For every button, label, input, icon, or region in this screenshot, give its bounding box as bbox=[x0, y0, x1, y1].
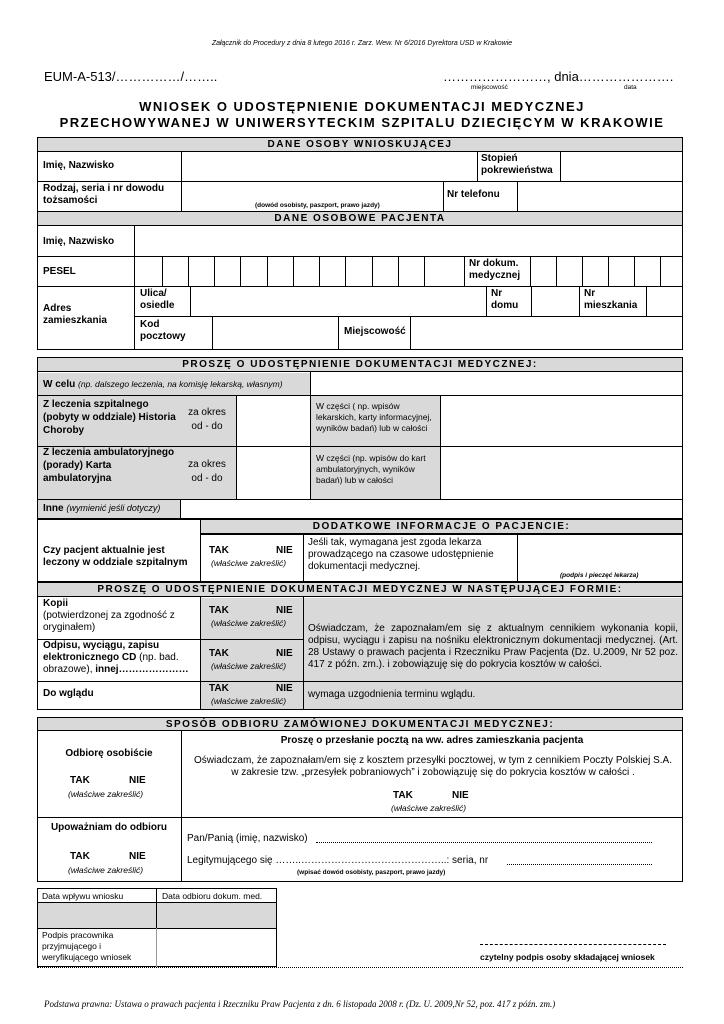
fee-statement: Oświadczam, że zapoznałam/em się z aktualnym cennikiem wykonania kopii, odpisu, wyciągu i zapisu na nośniku elektronicznym dokumentacji medycznej. (Art. 28 Ustawy o prawach pacjenta i Rzeczniku Praw Pacjenta (Dz. U.2009, Nr 52 poz. 417 z późn. zm.). i zobowiązuję się do pokrycia kosztów w całości. bbox=[308, 623, 678, 670]
self-pickup-hint: (właściwe zakreślić) bbox=[68, 789, 144, 799]
flat-number-input[interactable] bbox=[648, 288, 681, 314]
copies-hint: (właściwe zakreślić) bbox=[211, 618, 287, 628]
authorized-person-input[interactable] bbox=[316, 842, 652, 843]
street-label: Ulica/ osiedle bbox=[140, 288, 175, 311]
other-hint: (wymienić jeśli dotyczy) bbox=[66, 503, 161, 513]
applicant-signature-caption: czytelny podpis osoby składającej wniosek bbox=[480, 952, 655, 962]
extract-hint: (właściwe zakreślić) bbox=[211, 661, 287, 671]
hospitalized-hint: (właściwe zakreślić) bbox=[211, 558, 287, 568]
copies-subtitle: (potwierdzonej za zgodność z oryginałem) bbox=[43, 610, 175, 633]
outpatient-treatment-label: Z leczenia ambulatoryjnego (porady) Karta ambulatoryjna bbox=[43, 447, 175, 484]
authorized-id-label: Legitymującego się ……..……………………………………..: seria, nr bbox=[187, 855, 489, 866]
purpose-label-wrap bbox=[43, 379, 283, 390]
outpatient-part-input[interactable] bbox=[442, 448, 681, 497]
phone-label: Nr telefonu bbox=[447, 189, 500, 200]
self-pickup-yes[interactable]: TAK bbox=[70, 775, 90, 786]
applicant-name-label: Imię, Nazwisko bbox=[43, 160, 115, 171]
house-number-label: Nr domu bbox=[491, 288, 519, 311]
date-caption: data bbox=[624, 84, 637, 91]
view-no[interactable]: NIE bbox=[276, 683, 293, 694]
place-caption: miejscowość bbox=[471, 84, 508, 91]
patient-name-label: Imię, Nazwisko bbox=[43, 236, 115, 247]
address-label: Adres zamieszkania bbox=[43, 303, 107, 326]
request-header: PROSZĘ O UDOSTĘPNIENIE DOKUMENTACJI MEDYCZNEJ: bbox=[37, 357, 683, 372]
legal-basis: Podstawa prawna: Ustawa o prawach pacjenta i Rzeczniku Praw Pacjenta z dn. 6 listopada 2008 r. (Dz. U. 2009,Nr 52, poz. 417 z późn. zm.) bbox=[44, 999, 556, 1009]
received-date-input[interactable] bbox=[39, 904, 155, 927]
kinship-input[interactable] bbox=[562, 154, 681, 179]
additional-header: DODATKOWE INFORMACJE O PACJENCIE: bbox=[200, 519, 683, 534]
hospital-part-input[interactable] bbox=[442, 397, 681, 444]
extract-yes[interactable]: TAK bbox=[209, 648, 229, 659]
city-input[interactable] bbox=[412, 318, 681, 348]
view-hint: (właściwe zakreślić) bbox=[211, 696, 287, 706]
copies-label-wrap bbox=[43, 598, 198, 634]
self-pickup-no[interactable]: NIE bbox=[129, 775, 146, 786]
authorization-no[interactable]: NIE bbox=[129, 851, 146, 862]
purpose-input[interactable] bbox=[312, 374, 681, 394]
other-input[interactable] bbox=[182, 501, 681, 517]
applicant-name-input[interactable] bbox=[183, 154, 475, 179]
hospital-treatment-label: Z leczenia szpitalnego (pobyty w oddziale) Historia Choroby bbox=[43, 399, 176, 436]
applicant-id-hint: (dowód osobisty, paszport, prawo jazdy) bbox=[255, 202, 380, 209]
flat-number-label: Nr mieszkania bbox=[584, 288, 638, 311]
kinship-label: Stopień pokrewieństwa bbox=[481, 153, 553, 176]
pickup-date-input[interactable] bbox=[158, 904, 275, 927]
staff-signature-label: Podpis pracownika przyjmującego i weryfikującego wniosek bbox=[42, 930, 132, 962]
purpose-hint: (np. dalszego leczenia, na komisję lekarską, własnym) bbox=[78, 379, 283, 389]
authorized-id-input[interactable] bbox=[507, 864, 652, 865]
patient-header: DANE OSOBOWE PACJENTA bbox=[37, 211, 683, 226]
city-label: Miejscowość bbox=[344, 326, 406, 337]
authorization-label: Upoważniam do odbioru bbox=[50, 822, 168, 833]
other-label: Inne bbox=[43, 503, 64, 514]
self-pickup-label: Odbiorę osobiście bbox=[65, 748, 153, 759]
top-note: Załącznik do Procedury z dnia 8 lutego 2016 r. Zarz. Wew. Nr 6/2016 Dyrektora USD w Krakowie bbox=[211, 40, 513, 47]
hospital-period-label: za okres od - do bbox=[188, 407, 226, 432]
applicant-signature-line[interactable] bbox=[480, 944, 666, 945]
outpatient-period-input[interactable] bbox=[238, 448, 308, 497]
pickup-header: SPOSÓB ODBIORU ZAMÓWIONEJ DOKUMENTACJI MEDYCZNEJ: bbox=[37, 717, 683, 731]
house-number-input[interactable] bbox=[533, 288, 577, 314]
hospitalized-yes[interactable]: TAK bbox=[209, 545, 229, 556]
view-note: wymaga uzgodnienia terminu wglądu. bbox=[308, 689, 476, 700]
form-header: PROSZĘ O UDOSTĘPNIENIE DOKUMENTACJI MEDYCZNEJ W NASTĘPUJĄCEJ FORMIE: bbox=[37, 582, 683, 597]
mail-yes[interactable]: TAK bbox=[393, 790, 413, 801]
copies-yes[interactable]: TAK bbox=[209, 605, 229, 616]
title-line-1: WNIOSEK O UDOSTĘPNIENIE DOKUMENTACJI MEDYCZNEJ bbox=[139, 99, 585, 114]
doctor-signature-caption: (podpis i pieczęć lekarza) bbox=[560, 572, 639, 579]
hospital-part-label: W części ( np. wpisów lekarskich, karty informacyjnej, wyników badań) lub w całości bbox=[316, 401, 432, 433]
view-label: Do wglądu bbox=[43, 688, 94, 699]
patient-name-input[interactable] bbox=[136, 228, 681, 254]
applicant-id-label: Rodzaj, seria i nr dowodu tożsamości bbox=[43, 183, 165, 206]
copies-no[interactable]: NIE bbox=[276, 605, 293, 616]
extract-no[interactable]: NIE bbox=[276, 648, 293, 659]
extract-label-wrap bbox=[43, 640, 198, 676]
extract-other[interactable]: innej………………… bbox=[95, 664, 189, 675]
mail-hint: (właściwe zakreślić) bbox=[391, 803, 467, 813]
mail-statement: Oświadczam, że zapoznałam/em się z kosztem przesyłki pocztowej, w tym z cennikiem Poczty Polskiej S.A. w zakresie tzw. „przesyłek pobraniowych” i zobowiązuję się do pokrycia kosztów w całości . bbox=[194, 755, 672, 778]
authorization-yes[interactable]: TAK bbox=[70, 851, 90, 862]
outpatient-period-label: za okres od - do bbox=[188, 459, 226, 484]
place-date-field[interactable]: ……………………, dnia…………………. bbox=[443, 69, 674, 84]
staff-signature-field[interactable] bbox=[158, 930, 275, 965]
hospital-period-input[interactable] bbox=[238, 397, 308, 444]
authorized-id-hint: (wpisać dowód osobisty, paszport, prawo jazdy) bbox=[297, 869, 446, 876]
copies-title: Kopii bbox=[43, 598, 68, 609]
view-yes[interactable]: TAK bbox=[209, 683, 229, 694]
outpatient-part-label: W części (np. wpisów do kart ambulatoryjnych, wyników badań) lub w całości bbox=[316, 453, 426, 485]
doctor-signature-field[interactable] bbox=[519, 536, 681, 570]
applicant-header: DANE OSOBY WNIOSKUJĄCEJ bbox=[37, 137, 683, 152]
hospitalized-question: Czy pacjent aktualnie jest leczony w oddziale szpitalnym bbox=[43, 545, 188, 568]
pickup-date-label: Data odbioru dokum. med. bbox=[162, 891, 263, 901]
postal-code-label: Kod pocztowy bbox=[140, 319, 186, 342]
form-reference: EUM-A-513/……………/…….. bbox=[44, 69, 218, 84]
pesel-label: PESEL bbox=[43, 266, 76, 277]
extract-subtitle: (np. bad. obrazowe), bbox=[43, 652, 179, 675]
purpose-label: W celu bbox=[43, 379, 76, 390]
mail-title: Proszę o przesłanie pocztą na ww. adres zamieszkania pacjenta bbox=[280, 735, 584, 746]
doc-number-label: Nr dokum. medycznej bbox=[469, 258, 521, 281]
extract-title: Odpisu, wyciągu, zapisu elektronicznego CD bbox=[43, 640, 160, 663]
doctor-consent-text: Jeśli tak, wymagana jest zgoda lekarza prowadzącego na czasowe udostępnienie dokumentacji medycznej. bbox=[308, 537, 494, 572]
title-line-2: PRZECHOWYWANEJ W UNIWERSYTECKIM SZPITALU DZIECIĘCYM W KRAKOWIE bbox=[59, 115, 665, 130]
hospitalized-no[interactable]: NIE bbox=[276, 545, 293, 556]
street-input[interactable] bbox=[192, 288, 484, 314]
received-date-label: Data wpływu wniosku bbox=[42, 891, 124, 901]
authorization-hint: (właściwe zakreślić) bbox=[68, 865, 144, 875]
mail-no[interactable]: NIE bbox=[452, 790, 469, 801]
applicant-id-input[interactable] bbox=[183, 183, 441, 203]
other-label-wrap bbox=[43, 503, 160, 514]
authorized-person-label: Pan/Panią (imię, nazwisko) bbox=[187, 833, 308, 844]
phone-input[interactable] bbox=[519, 183, 681, 209]
postal-code-input[interactable] bbox=[214, 318, 336, 348]
